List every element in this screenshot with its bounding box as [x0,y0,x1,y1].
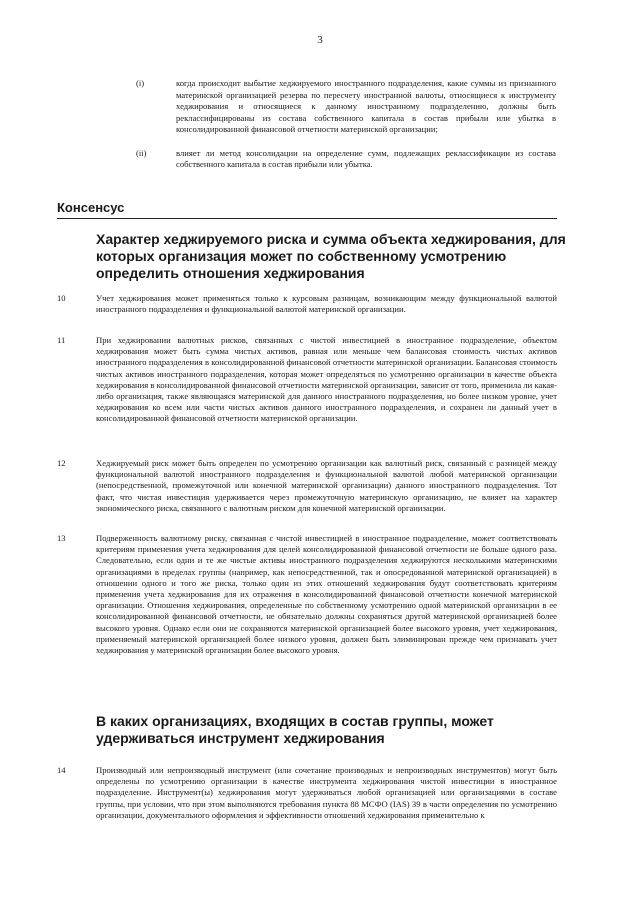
paragraph-number: 13 [57,533,66,543]
list-item [136,148,556,171]
paragraph-text: Учет хеджирования может применяться только к курсовым разницам, возникающим между функциональной валютой иностранного подразделения и функциональной валютой материнской организации. [96,293,557,315]
list-marker: (ii) [136,147,147,158]
section-title: Консенсус [57,200,125,215]
paragraph-10 [57,293,557,315]
list-item-text: влияет ли метод консолидации на определение сумм, подлежащих реклассификации из состава собственного капитала в состав прибыли или убытка. [176,147,556,169]
list-marker: (i) [136,78,145,88]
heading-hedging-instrument: В каких организациях, входящих в состав группы, может удерживаться инструмент хеджирования [96,713,494,746]
paragraph-number: 11 [57,335,66,345]
paragraph-number: 10 [57,293,66,303]
list-item [136,78,556,136]
heading-risk-nature: Характер хеджируемого риска и сумма объекта хеджирования, для которых организация может по собственному усмотрению определить отношения хеджирования [96,231,566,281]
paragraph-number: 14 [57,765,66,775]
question-list [136,78,556,183]
section-header [57,199,557,219]
paragraph-text: Производный или непроизводный инструмент (или сочетание производных и непроизводных инструментов) могут быть определены по усмотрению организации в качестве инструмента хеджирования чистой инвестиции в иностранное подразделение. Инструмент(ы) хеджирования могут удерживаться любой организацией или организациями в составе группы, при условии, что при этом выполняются требования пункта 88 МСФО (IAS) 39 в части определения по усмотрению организации, документального оформления и эффективности отношений хеджирования применительно к [96,765,557,820]
paragraph-text: Подверженность валютному риску, связанная с чистой инвестицией в иностранное подразделение, может соответствовать критериям применения учета хеджирования для целей консолидированной финансовой отчетности не больше одного раза. Следовательно, если одни и те же чистые активы иностранного подразделения хеджируются несколькими материнскими организациями в пределах группы (например, как непосредственной, так и опосредованной материнской организацией) в отношении одного и того же риска, только один из этих отношений хеджирования будут соответствовать критериям применения учета хеджирования для их отражения в консолидированной финансовой отчетности конечной материнской организации. Отношения хеджирования, определенные по собственному усмотрению одной материнской организации в ее консолидированной финансовой отчетности, не обязательно должны сохраняться другой материнской организацией более высокого уровня. Однако если они не сохраняются материнской организацией более высокого уровня, учет хеджирования, применяемый материнской организацией более низкого уровня, должен быть элиминирован прежде чем признавать учет хеджирования у материнской организации более высокого уровня. [96,533,557,656]
paragraph-text: Хеджируемый риск может быть определен по усмотрению организации как валютный риск, связанный с разницей между функциональной валютой иностранного подразделения и функциональной валютой любой материнской организации (непосредственной, промежуточной или конечной материнской организации) данного иностранного подразделения. Тот факт, что чистая инвестиция удерживается через промежуточную материнскую организацию, не влияет на характер экономического риска, связанного с валютным риском для конечной материнской организации. [96,458,557,513]
paragraph-14 [57,765,557,821]
paragraph-11 [57,335,557,425]
page-number: 3 [317,34,323,46]
paragraph-text: При хеджировании валютных рисков, связанных с чистой инвестицией в иностранное подразделение, объектом хеджирования может быть сумма чистых активов, равная или меньше чем балансовая стоимость чистых активов иностранного подразделения в консолидированной финансовой отчетности материнской организации. Балансовая стоимость чистых активов иностранного подразделения, которая может определяться по усмотрению организации в качестве объекта хеджирования в консолидированной финансовой отчетности материнской организации, зависит от того, применила ли какая-либо организация, также являющаяся материнской для данного иностранного подразделения, но более низком уровне, учет хеджирования ко всем или части чистых активов данного иностранного подразделения, и сохранен ли данный учет в консолидированной финансовой отчетности материнской организации. [96,335,557,424]
paragraph-12 [57,458,557,514]
paragraph-13 [57,533,557,656]
list-item-text: когда происходит выбытие хеджируемого иностранного подразделения, какие суммы из признанного материнской организацией резерва по пересчету иностранной валюты, относящиеся к инструменту хеджирования и относящиеся к данному иностранному подразделению, должны быть реклассифицированы из состава собственного капитала в состав прибыли или убытка в консолидированной финансовой отчетности материнской организации; [176,78,556,134]
paragraph-number: 12 [57,458,66,468]
